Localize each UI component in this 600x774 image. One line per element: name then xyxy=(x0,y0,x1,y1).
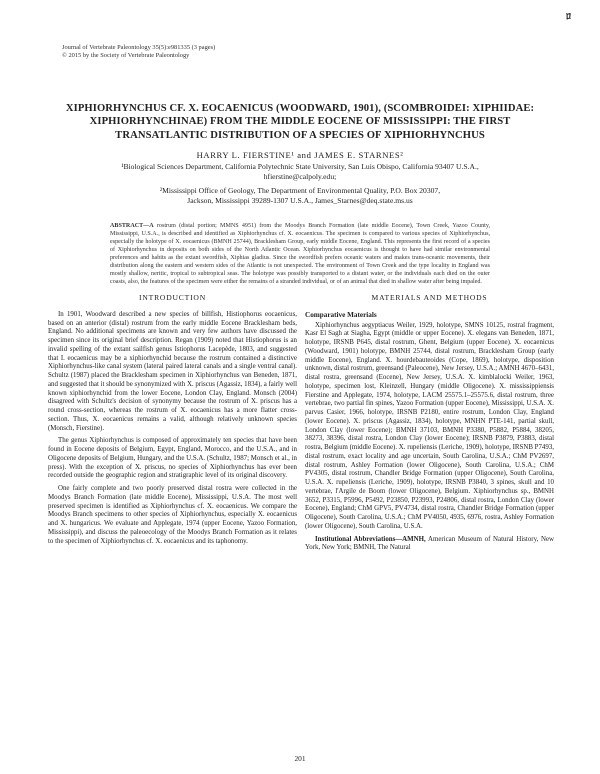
introduction-paragraph-3: One fairly complete and two poorly preserved distal rostra were collected in the Moodys Branch Formation (late middle Eocene), Mississippi, U.S.A. The most well preserved specimen is identified as Xiphiorhynchus cf. X. eocaenicus. We compare the Moodys Branch specimens to other species of Xiphiorhynchus, especially X. eocaenicus and X. hungaricus. We evaluate and Applegate, 1974 (upper Eocene, Yazoo Formation, Mississippi), and discuss the paleoecology of the Moodys Branch Formation as it relates to the specimen of Xiphiorhynchus cf. X. eocaenicus and its taphonomy. xyxy=(48,485,297,545)
methods-heading: MATERIALS AND METHODS xyxy=(371,293,488,302)
introduction-heading: INTRODUCTION xyxy=(139,293,206,302)
comparative-materials-heading: Comparative Materials xyxy=(305,310,377,319)
left-column xyxy=(48,294,297,550)
abbreviations-paragraph xyxy=(305,536,554,554)
affiliation-1-line-1: ¹Biological Sciences Department, California Polytechnic State University, San Luis Obispo, California 93407 U.S.A., xyxy=(121,162,479,171)
abbreviations-text: American Museum of Natural History, New York, New York; BMNH, The Natural xyxy=(305,535,554,552)
right-column xyxy=(305,294,554,557)
title-line-3: TRANSATLANTIC DISTRIBUTION OF A SPECIES OF XIPHIORHYNCHUS xyxy=(115,129,485,141)
abstract xyxy=(110,222,490,286)
article-title xyxy=(60,102,540,142)
journal-line-2: © 2015 by the Society of Vertebrate Paleontology xyxy=(62,52,190,60)
authors: HARRY L. FIERSTINE¹ and JAMES E. STARNES² xyxy=(196,150,404,160)
abstract-text: rostrum (distal portion; MMNS 4951) from the Moodys Branch Formation (late middle Eocene), Town Creek, Yazoo County, Mississippi, U.S.A., is described and identified as Xiphiorhynchus cf. X. eocaenicus. The specimen is compared to various species of Xiphiorhynchus, especially the holotype of X. eocaenicus (BMNH 25744), Bracklesham Group, early middle Eocene, England. This represents the first record of a species of Xiphiorhynchus in deposits on both sides of the North Atlantic Ocean. Xiphiorhynchus eocaenicus is thought to have had similar environmental preferences and habits as the extant swordfish, Xiphias gladius. Since the swordfish prefers oceanic waters and makes trans-oceanic movements, their distribution along the eastern and western sides of the Atlantic is not unexpected. The environment of Town Creek and the type locality in England was mostly shallow, neritic, tropical to subtropical seas. The holotype was possibly transported to a distant water, or the individuals each died on the outer coasts, also, the features of the specimen were either the remains of a stranded individual, or of an animal that died in shallow water after being impaled. xyxy=(110,223,490,286)
journal-citation xyxy=(62,44,215,60)
comparative-materials-text: Xiphiorhynchus aegyptiacus Weiler, 1929, holotype, SMNS 10125, rostral fragment, Kasr El Sagh at Siagha, Egypt (middle or upper Eocene). X. elegans van Beneden, 1871, holotype, IRSNB P645, distal rostrum, Ghent, Belgium (upper Eocene). X. eocaenicus (Woodward, 1901) holotype, BMNH 25744, distal rostrum, Bracklesham Group (early middle Eocene), England. X. hourdebauteoides (Cope, 1869), holotype, disposition unknown, distal rostrum, greensand (Paleocene), New Jersey, U.S.A.; AMNH 4670–6431, distal rostra, greensand (Eocene), New Jersey, U.S.A. X. kimblalocki Weiler, 1963, holotype, specimen lost, Kleinzell, Hungary (middle Oligocene). X. mississippiensis Fierstine and Applegate, 1974, holotype, LACM 25575.1–25575.6, distal rostrum, three vertebrae, two partial fin spines, Yazoo Formation (upper Eocene), Mississippi, U.S.A. X. parvus Casier, 1966, holotype, IRSNB P2180, entire rostrum, London Clay, England (lower Eocene). X. priscus (Agassiz, 1834), holotype, MNHN PTE-141, partial skull, London Clay (lower Eocene); BMNH 37103, BMNH P3380, P5882, P5884, 38205, 38273, 38396, distal rostra, London Clay (lower Eocene); IRSNB P3879, P3883, distal rostra, Belgium (middle Eocene). X. rupeliensis (Leriche, 1909), holotype, IRSNB P7493, distal rostrum, exact locality and age uncertain, South Carolina, U.S.A.; ChM PV2697, distal rostrum, Ashley Formation (lower Oligocene), South Carolina, U.S.A.; ChM PV4305, distal rostrum, Chandler Bridge Formation (upper Oligocene), South Carolina, U.S.A. X. rupeliensis (Leriche, 1909), holotype, IRSNB P3840, 3 spines, skull and 10 vertebrae, l'Argile de Boom (lower Oligocene), Belgium. Xiphiorhynchus sp., BMNH 3652, P3315, P5996, P5492, P23850, P23993, P24806, distal rostra, London Clay (lower Eocene), England; ChM GPV5, PV4734, distal rostra, Chandler Bridge Formation (upper Oligocene), South Carolina, U.S.A.; ChM PV4050, 4935, 6976, rostra, Ashley Formation (lower Oligocene), South Carolina, U.S.A. xyxy=(305,321,554,530)
affiliation-1-line-2: hfierstine@calpoly.edu; xyxy=(263,171,337,181)
affiliation-1 xyxy=(60,162,540,181)
corner-mark: ﾛ xyxy=(566,12,571,23)
abstract-lead: ABSTRACT—A xyxy=(110,223,154,229)
affiliation-2 xyxy=(60,186,540,205)
abbreviations-lead: Institutional Abbreviations—AMNH, xyxy=(315,535,426,543)
affiliation-2-line-1: ²Mississippi Office of Geology, The Department of Environmental Quality, P.O. Box 20307, xyxy=(159,186,441,195)
introduction-paragraph-1: In 1901, Woodward described a new species of billfish, Histiophorus eocaenicus, based on an anterior (distal) rostrum from the early middle Eocene Bracklesham beds, England. No additional specimens are known and very few authors have discussed the specimen since its original brief description. Regan (1909) noted that Histiophorus is an invalid spelling of the extant sailfish genus Istiophorus Lacepède, 1803, and suggested that I. eocaenicus may be a xiphiorhynchid because the rostrum contained a distinctive Xiphiorhynchus-like canal system (lateral paired lateral canals and a single ventral canal). Schultz (1987) placed the Bracklesham specimen in Xiphiorhynchus van Beneden, 1871, and suggested that it should be synonymized with X. priscus (Agassiz, 1834), a fairly well known xiphiorhynchid from the lower Eocene, London Clay, England. Monsch (2004) disagreed with Schultz's decision of synonymy because the rostrum of X. priscus has a round cross-section, whereas the rostrum of X. eocaenicus has a more flatter cross-section. Thus, X. eocaenicus remains a valid, although relatively unknown species (Monsch, Fierstine). xyxy=(48,310,297,432)
page-number: 201 xyxy=(294,754,306,763)
affiliation-2-line-2: Jackson, Mississippi 39289-1307 U.S.A., James_Starnes@deq.state.ms.us xyxy=(187,195,413,205)
title-line-1: XIPHIORHYNCHUS CF. X. EOCAENICUS (WOODWARD, 1901), (SCOMBROIDEI: XIPHIIDAE: xyxy=(65,103,535,114)
title-line-2: XIPHIORHYNCHINAE) FROM THE MIDDLE EOCENE OF MISSISSIPPI: THE FIRST xyxy=(89,116,511,128)
introduction-paragraph-2: The genus Xiphiorhynchus is composed of approximately ten species that have been found in Eocene deposits of Belgium, Egypt, England, Morocco, and the U.S.A., and in Oligocene deposits of Belgium, Hungary, and the U.S.A. (Schultz, 1987; Monsch et al., in press). With the exception of X. priscus, no species of Xiphiorhynchus has ever been recorded outside the geographic region and stratigraphic level of its original discovery. xyxy=(48,437,297,480)
journal-line-1: Journal of Vertebrate Paleontology 35(5):e981335 (3 pages) xyxy=(62,44,216,51)
